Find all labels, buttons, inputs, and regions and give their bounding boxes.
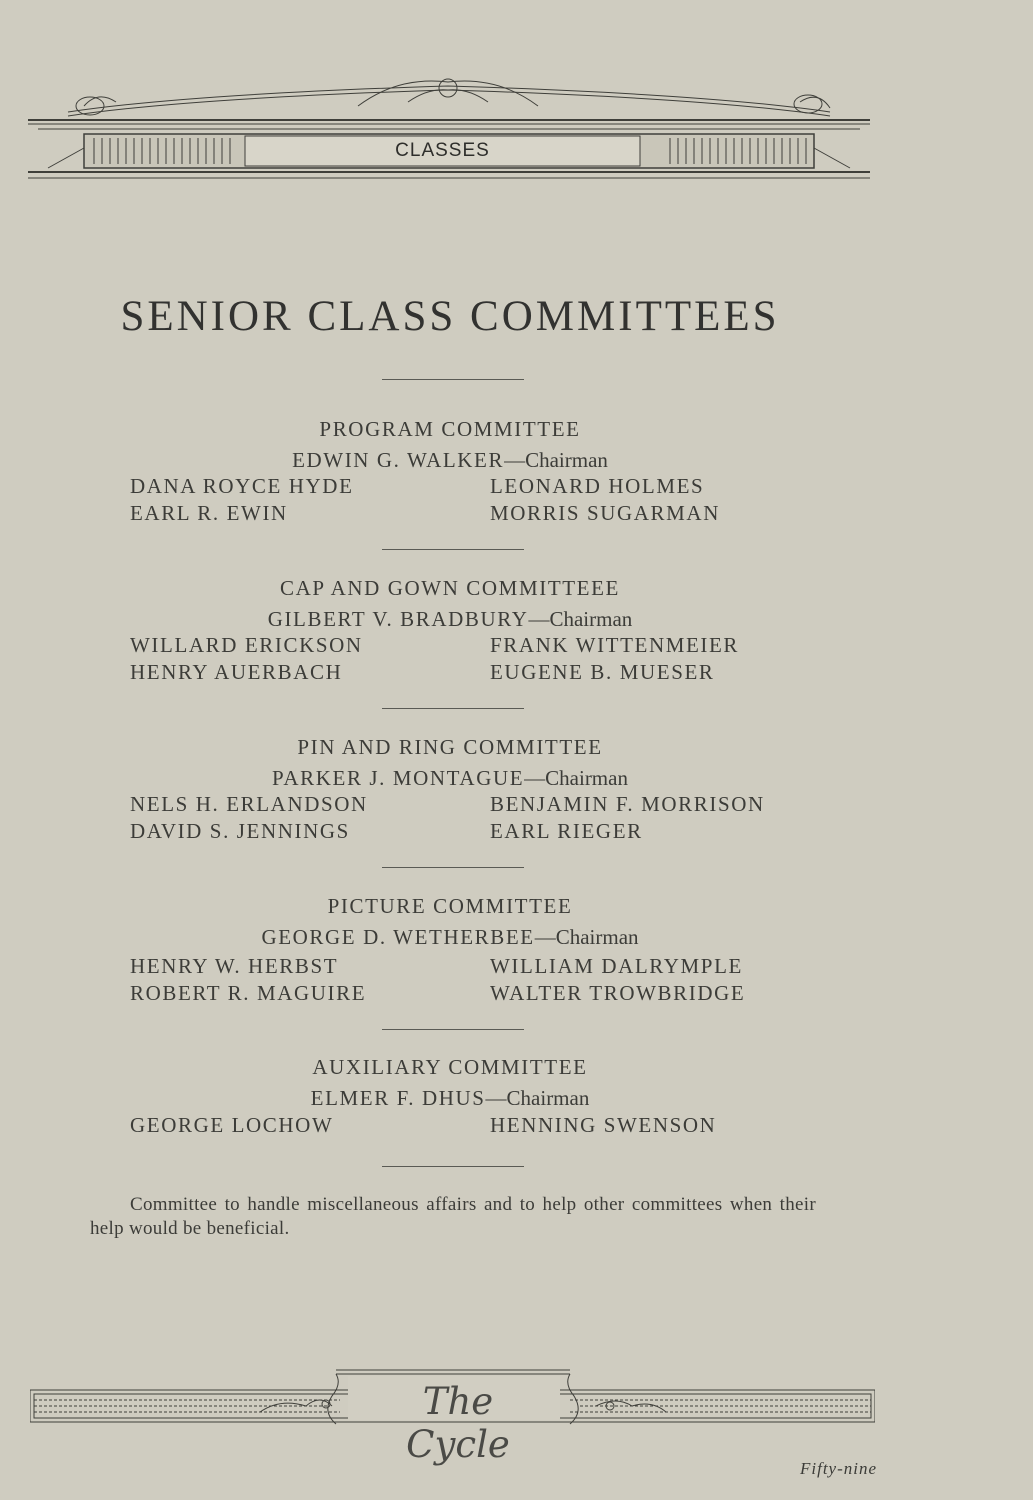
committee-title-cap-and-gown: CAP AND GOWN COMMITTEEE (280, 576, 620, 600)
chairman-program (0, 448, 900, 473)
committee-title-auxiliary: AUXILIARY COMMITTEE (312, 1055, 588, 1079)
page-number: Fifty-nine (800, 1459, 878, 1478)
committee-member: EUGENE B. MUESER (490, 660, 715, 684)
chairman-picture (0, 925, 900, 950)
chairman-role: —Chairman (528, 607, 633, 631)
committee-member: ROBERT R. MAGUIRE (130, 981, 367, 1005)
committee-member: NELS H. ERLANDSON (130, 792, 368, 816)
committee-title-picture: PICTURE COMMITTEE (327, 894, 573, 918)
chairman-name: PARKER J. MONTAGUE (272, 766, 525, 790)
chairman-name: ELMER F. DHUS (310, 1086, 486, 1110)
committee-member: LEONARD HOLMES (490, 474, 705, 498)
committee-member: HENNING SWENSON (490, 1113, 717, 1137)
chairman-name: GEORGE D. WETHERBEE (261, 925, 535, 949)
committee-member: GEORGE LOCHOW (130, 1113, 334, 1137)
committee-member: EARL RIEGER (490, 819, 643, 843)
divider (382, 708, 524, 709)
committee-title-program: PROGRAM COMMITTEE (319, 417, 581, 441)
committee-title-pin-and-ring: PIN AND RING COMMITTEE (297, 735, 603, 759)
chairman-pin-and-ring (0, 766, 900, 791)
chairman-role: —Chairman (534, 925, 639, 949)
committee-member: FRANK WITTENMEIER (490, 633, 740, 657)
committee-member: EARL R. EWIN (130, 501, 288, 525)
committee-member: BENJAMIN F. MORRISON (490, 792, 765, 816)
auxiliary-note: Committee to handle miscellaneous affairs and to help other committees when their help would be beneficial. (90, 1194, 816, 1239)
chairman-role: —Chairman (485, 1086, 590, 1110)
divider (382, 1029, 524, 1030)
divider (382, 1166, 524, 1167)
header-ornament-banner (28, 72, 870, 184)
chairman-name: GILBERT V. BRADBURY (267, 607, 529, 631)
committee-member: MORRIS SUGARMAN (490, 501, 720, 525)
committee-member: WALTER TROWBRIDGE (490, 981, 746, 1005)
divider (382, 867, 524, 868)
committee-member: WILLARD ERICKSON (130, 633, 363, 657)
chairman-cap-and-gown (0, 607, 900, 632)
committee-member: HENRY W. HERBST (130, 954, 339, 978)
publication-title: The Cycle (406, 1380, 510, 1466)
divider (382, 379, 524, 380)
committee-member: WILLIAM DALRYMPLE (490, 954, 743, 978)
chairman-auxiliary (0, 1086, 900, 1111)
committee-member: DANA ROYCE HYDE (130, 474, 354, 498)
section-label: CLASSES (395, 140, 490, 161)
chairman-role: —Chairman (504, 448, 608, 472)
chairman-name: EDWIN G. WALKER (292, 448, 505, 472)
committee-member: HENRY AUERBACH (130, 660, 343, 684)
chairman-role: —Chairman (524, 766, 628, 790)
divider (382, 549, 524, 550)
page-title: SENIOR CLASS COMMITTEES (120, 293, 780, 340)
committee-member: DAVID S. JENNINGS (130, 819, 350, 843)
